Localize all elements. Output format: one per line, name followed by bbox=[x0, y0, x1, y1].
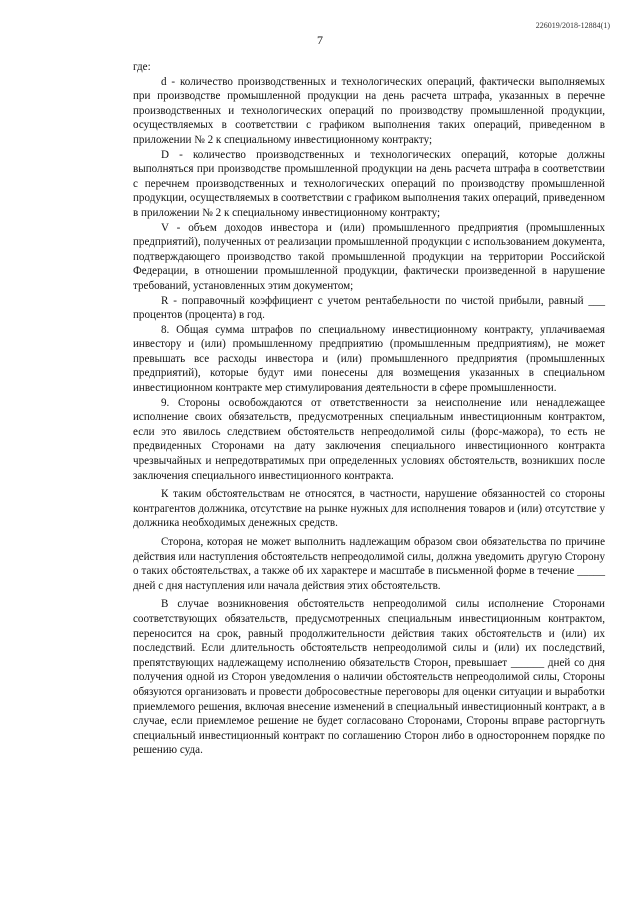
paragraph-definition-D: D - количество производственных и технологических операций, которые должны выполняться при производстве промышленной продукции на день расчета штрафа в соответствии с перечнем производственных и технологических операций по производству промышленной продукции, осуществляемых в соответствии с графиком выполнения таких операций, приведенном в приложении № 2 к специальному инвестиционному контракту; bbox=[133, 148, 605, 219]
paragraph-definition-d: d - количество производственных и технологических операций, фактически выполняемых при производстве промышленной продукции на день расчета штрафа, указанных в перечне производственных и технологических операций по производству промышленной продукции, осуществляемых в соответствии с графиком выполнения таких операций, приведенном в приложении № 2 к специальному инвестиционному контракту; bbox=[133, 75, 605, 146]
paragraph-where: где: bbox=[133, 61, 151, 73]
document-body bbox=[133, 60, 605, 758]
paragraph-exclusions: К таким обстоятельствам не относятся, в частности, нарушение обязанностей со стороны контрагентов должника, отсутствие на рынке нужных для исполнения товаров и (или) отсутствие у должника необходимых денежных средств. bbox=[133, 488, 605, 530]
page-number: 7 bbox=[317, 33, 323, 47]
paragraph-force-majeure-case: В случае возникновения обстоятельств непреодолимой силы исполнение Сторонами соответствующих обязательств, предусмотренных специальным инвестиционным контрактом, переносится на срок, равный продолжительности действия таких обстоятельств и (или) их последствий. Если длительность обстоятельств непреодолимой силы и (или) их последствий, препятствующих надлежащему исполнению обязательств Сторон, превышает ______ дней со дня получения одной из Сторон уведомления о наличии обстоятельств непреодолимой силы, Стороны обязуются организовать и провести добросовестные переговоры для оценки ситуации и выработки приемлемого решения, включая внесение изменений в специальный инвестиционный контракт, а в случае, если приемлемое решение не будет согласовано Сторонами, Стороны вправе расторгнуть специальный инвестиционный контракт по соглашению Сторон либо в одностороннем порядке по решению суда. bbox=[133, 598, 605, 757]
paragraph-definition-V: V - объем доходов инвестора и (или) промышленного предприятия (промышленных предприятий), полученных от реализации промышленной продукции с использованием документа, подтверждающего производство такой промышленной продукции на территории Российской Федерации, в отношении промышленной продукции, фактически произведенной в нарушение требований, установленных этим документом; bbox=[133, 221, 605, 292]
paragraph-definition-R: R - поправочный коэффициент с учетом рентабельности по чистой прибыли, равный ___ процентов (процента) в год. bbox=[133, 294, 605, 322]
paragraph-clause-8: 8. Общая сумма штрафов по специальному инвестиционному контракту, уплачиваемая инвестору и (или) промышленному предприятию (промышленным предприятиям), не может превышать все расходы инвестора и (или) промышленного предприятия (промышленных предприятий), которые будут ими понесены для возмещения указанных в специальном инвестиционном контракте мер стимулирования деятельности в сфере промышленности. bbox=[133, 323, 605, 395]
paragraph-notification: Сторона, которая не может выполнить надлежащим образом свои обязательства по причине действия или наступления обстоятельств непреодолимой силы, должна уведомить другую Сторону о таких обстоятельствах, а также об их характере и масштабе в письменной форме в течение _____ дней с дня наступления или начала действия этих обстоятельств. bbox=[133, 536, 605, 592]
document-id: 226019/2018-12884(1) bbox=[535, 21, 610, 30]
paragraph-clause-9: 9. Стороны освобождаются от ответственности за неисполнение или ненадлежащее исполнение своих обязательств, предусмотренных специальным инвестиционным контрактом, если это явилось следствием обстоятельств непреодолимой силы (форс-мажора), то есть не предвиденных Сторонами на дату заключения специального инвестиционного контракта чрезвычайных и непредотвратимых при определенных условиях обстоятельств, возникших после заключения специального инвестиционного контракта. bbox=[133, 396, 605, 482]
